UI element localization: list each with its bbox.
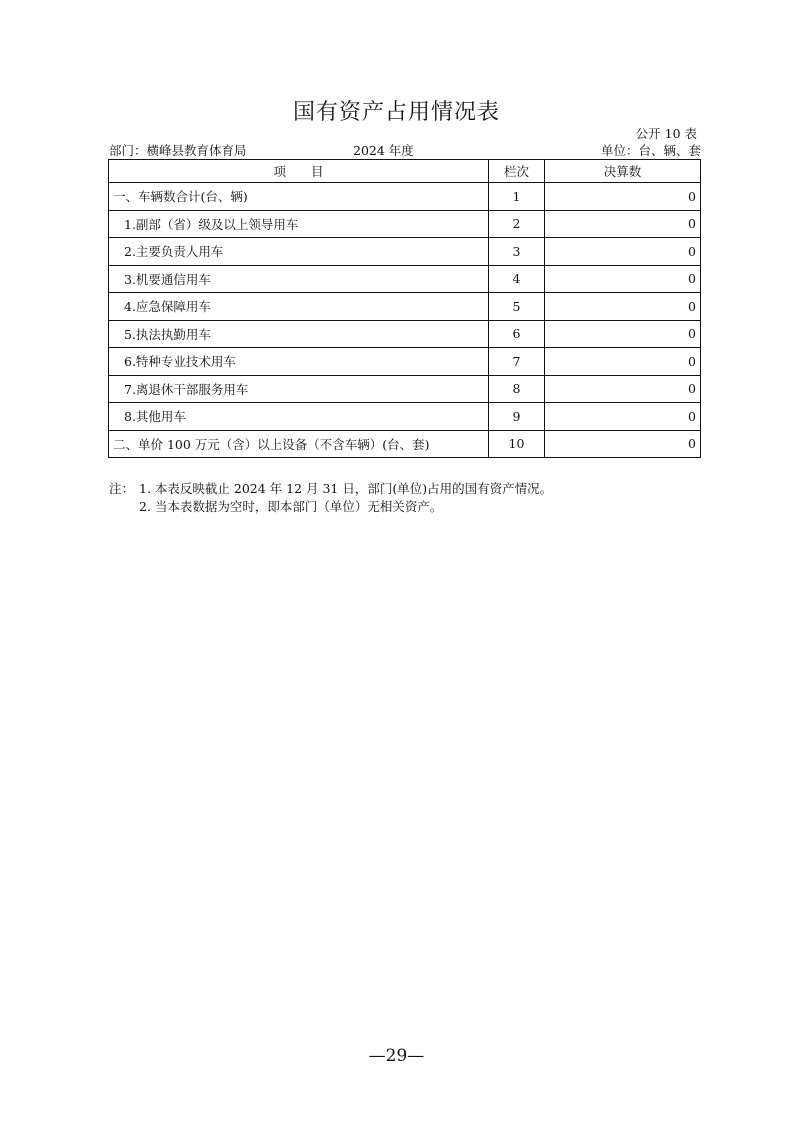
row-item: 1.副部（省）级及以上领导用车 <box>109 210 489 238</box>
row-item: 一、车辆数合计(台、辆) <box>109 183 489 211</box>
row-value: 0 <box>545 265 701 293</box>
row-no: 10 <box>489 430 545 458</box>
row-no: 2 <box>489 210 545 238</box>
note-text: 2. 当本表数据为空时，即本部门（单位）无相关资产。 <box>139 499 443 514</box>
header-row <box>109 160 701 183</box>
table-row <box>109 183 701 211</box>
assets-table <box>108 159 701 458</box>
table-header <box>109 160 701 183</box>
table-row <box>109 375 701 403</box>
unit-label: 单位：台、辆、套 <box>600 143 701 158</box>
row-value: 0 <box>545 320 701 348</box>
table-row <box>109 265 701 293</box>
notes <box>109 480 552 516</box>
row-item: 6.特种专业技术用车 <box>109 348 489 376</box>
row-no: 4 <box>489 265 545 293</box>
table-row <box>109 403 701 431</box>
row-value: 0 <box>545 293 701 321</box>
department-label: 部门：横峰县教育体育局 <box>109 143 247 158</box>
row-no: 6 <box>489 320 545 348</box>
table-row <box>109 238 701 266</box>
table-body <box>109 183 701 458</box>
meta-row <box>109 141 701 159</box>
row-item: 3.机要通信用车 <box>109 265 489 293</box>
row-item: 7.离退休干部服务用车 <box>109 375 489 403</box>
row-no: 9 <box>489 403 545 431</box>
row-value: 0 <box>545 210 701 238</box>
header-value: 决算数 <box>545 160 701 183</box>
note-line <box>109 480 552 498</box>
header-item: 项 目 <box>109 160 489 183</box>
row-no: 3 <box>489 238 545 266</box>
row-item: 4.应急保障用车 <box>109 293 489 321</box>
note-prefix: 注： <box>109 481 135 496</box>
header-row-no: 栏次 <box>489 160 545 183</box>
table-row <box>109 348 701 376</box>
row-item: 5.执法执勤用车 <box>109 320 489 348</box>
table-title: 国有资产占用情况表 <box>292 100 500 125</box>
table-row <box>109 293 701 321</box>
row-value: 0 <box>545 348 701 376</box>
table-row <box>109 430 701 458</box>
row-item: 二、单价 100 万元（含）以上设备（不含车辆）(台、套) <box>109 430 489 458</box>
row-value: 0 <box>545 375 701 403</box>
table-row <box>109 320 701 348</box>
row-no: 8 <box>489 375 545 403</box>
row-no: 1 <box>489 183 545 211</box>
row-value: 0 <box>545 430 701 458</box>
form-number: 公开 10 表 <box>635 126 697 141</box>
row-value: 0 <box>545 183 701 211</box>
note-line <box>109 498 552 516</box>
table-row <box>109 210 701 238</box>
row-no: 5 <box>489 293 545 321</box>
year-label: 2024 年度 <box>353 143 414 158</box>
page-number: —29— <box>368 1046 425 1066</box>
row-value: 0 <box>545 403 701 431</box>
row-item: 8.其他用车 <box>109 403 489 431</box>
row-value: 0 <box>545 238 701 266</box>
row-item: 2.主要负责人用车 <box>109 238 489 266</box>
note-text: 1. 本表反映截止 2024 年 12 月 31 日，部门(单位)占用的国有资产情况。 <box>139 481 553 496</box>
row-no: 7 <box>489 348 545 376</box>
